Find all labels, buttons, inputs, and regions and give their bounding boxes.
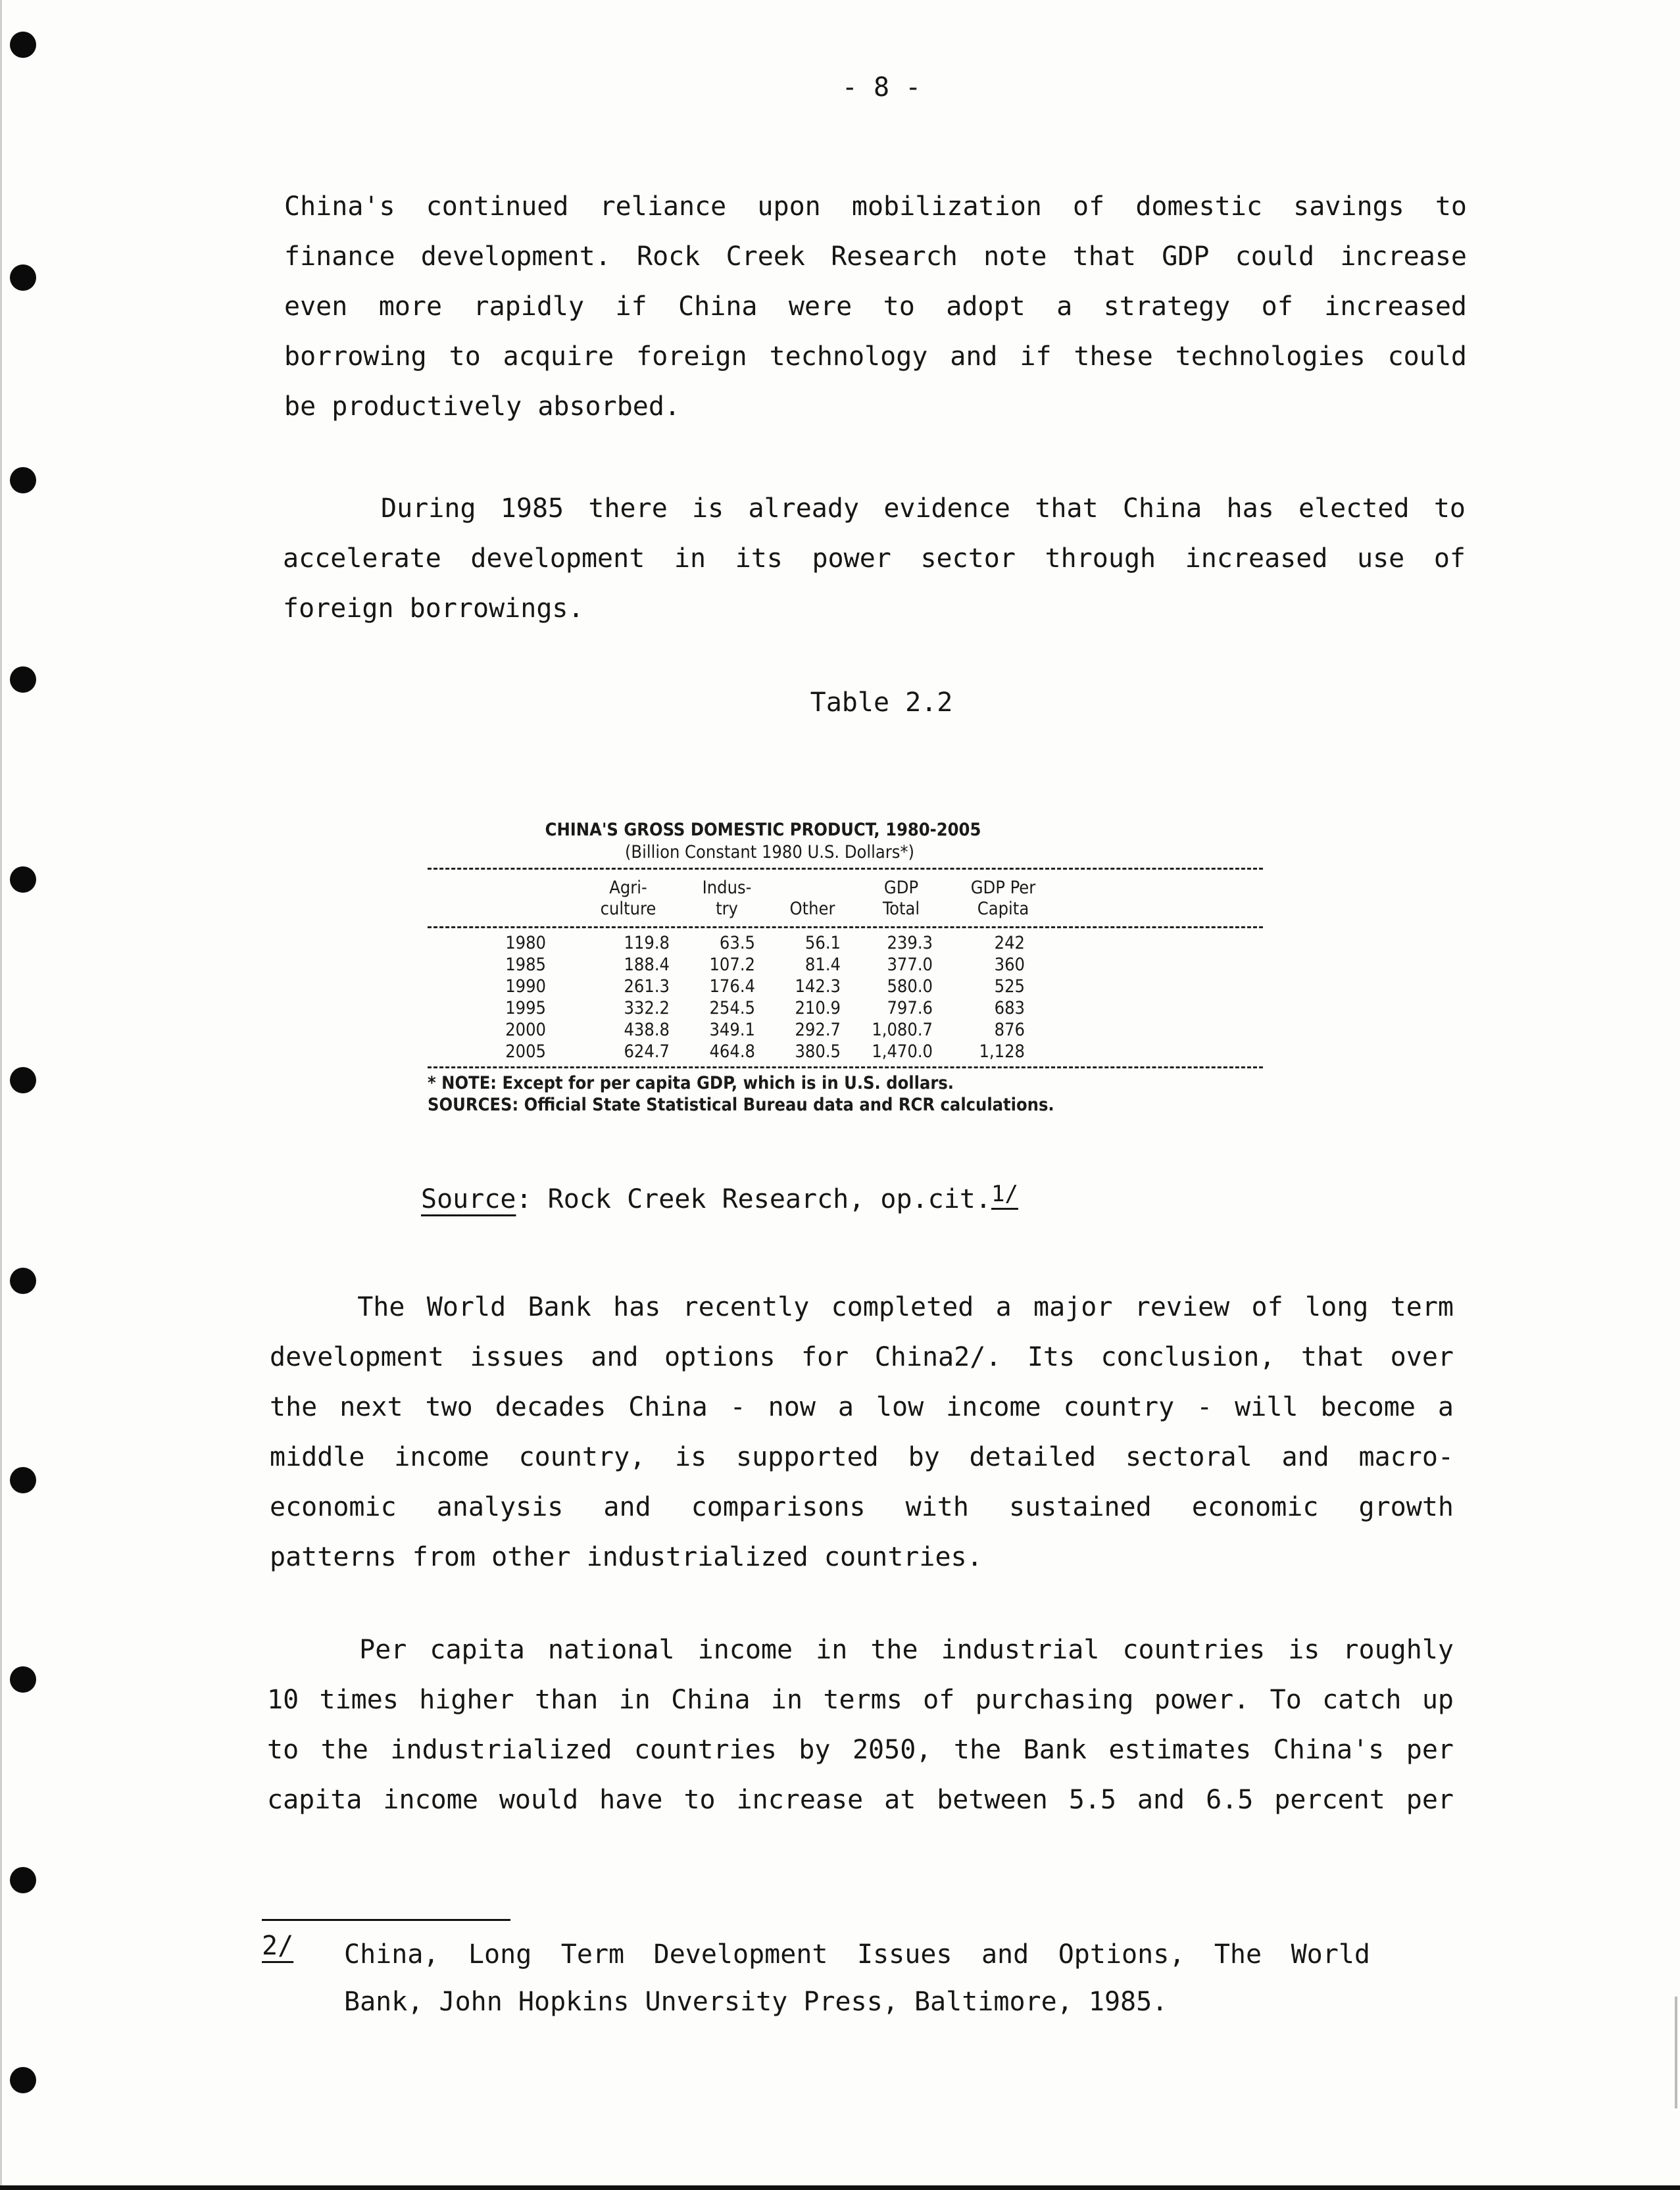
footnote-text <box>344 1931 1370 2026</box>
text-line: patterns from other industrialized countries. <box>270 1542 983 1572</box>
column-header-gdp-total: GDP Total <box>882 878 920 919</box>
text-line: borrowing to acquire foreign technology and if these technologies could <box>284 341 1467 372</box>
table-cell: 438.8 <box>624 1020 670 1040</box>
text-line: capita income would have to increase at between 5.5 and 6.5 percent per <box>267 1785 1454 1815</box>
table-cell: 1,080.7 <box>872 1020 933 1040</box>
table-cell: 349.1 <box>709 1020 755 1040</box>
punch-hole <box>10 467 36 493</box>
table-cell: 464.8 <box>709 1041 755 1062</box>
table-cell: 56.1 <box>804 933 841 953</box>
table-cell: 292.7 <box>795 1020 841 1040</box>
table-cell: 380.5 <box>795 1041 841 1062</box>
text-line: The World Bank has recently completed a major review of long term <box>270 1292 1454 1322</box>
source-text: : Rock Creek Research, op.cit. <box>516 1184 991 1214</box>
page-left-edge <box>0 0 2 2190</box>
column-header-other: Other <box>789 899 835 919</box>
table-cell: 332.2 <box>624 998 670 1018</box>
column-header-gdp-per-capita: GDP Per Capita <box>970 878 1036 919</box>
text-line: accelerate development in its power sector through increased use of <box>283 543 1466 574</box>
table-cell: 876 <box>994 1020 1025 1040</box>
table-cell: 683 <box>994 998 1025 1018</box>
table-cell: 797.6 <box>887 998 933 1018</box>
text-line: be productively absorbed. <box>284 391 681 422</box>
footnote-line: Bank, John Hopkins Unversity Press, Baltimore, 1985. <box>344 1987 1168 2017</box>
table-body <box>428 932 1263 1062</box>
gdp-table <box>428 819 1263 1116</box>
punch-hole <box>10 2067 36 2093</box>
table-subtitle: (Billion Constant 1980 U.S. Dollars*) <box>624 842 915 862</box>
punch-hole <box>10 866 36 893</box>
table-cell: 142.3 <box>795 976 841 997</box>
table-cell: 81.4 <box>804 955 841 975</box>
text-line: Per capita national income in the industrial countries is roughly <box>267 1635 1454 1665</box>
punch-hole <box>10 32 36 58</box>
table-cell: 242 <box>994 933 1025 953</box>
text-line: During 1985 there is already evidence that China has elected to <box>283 493 1466 524</box>
page-number: - 8 - <box>841 72 922 103</box>
punch-hole <box>10 1867 36 1893</box>
footnote-marker: 2/ <box>262 1931 294 1961</box>
table-cell: 1,470.0 <box>872 1041 933 1062</box>
table-cell: 1995 <box>505 998 546 1018</box>
table-note: * NOTE: Except for per capita GDP, which is in U.S. dollars. <box>428 1073 954 1093</box>
table-cell: 580.0 <box>887 976 933 997</box>
table-cell: 176.4 <box>709 976 755 997</box>
table-rule <box>428 1066 1263 1068</box>
text-line: foreign borrowings. <box>283 593 584 624</box>
table-cell: 2005 <box>505 1041 546 1062</box>
page-bottom-edge <box>0 2185 1680 2190</box>
punch-hole <box>10 1067 36 1093</box>
punch-hole <box>10 264 36 291</box>
table-cell: 119.8 <box>624 933 670 953</box>
table-cell: 239.3 <box>887 933 933 953</box>
footnote-reference: 1/ <box>991 1181 1018 1207</box>
table-cell: 63.5 <box>719 933 755 953</box>
table-cell: 1,128 <box>979 1041 1025 1062</box>
column-header <box>428 874 572 922</box>
table-cell: 624.7 <box>624 1041 670 1062</box>
table-cell: 2000 <box>505 1020 546 1040</box>
table-rule <box>428 868 1263 870</box>
table-cell: 377.0 <box>887 955 933 975</box>
table-cell: 261.3 <box>624 976 670 997</box>
source-label: Source <box>421 1184 516 1214</box>
table-caption: Table 2.2 <box>810 687 953 718</box>
table-cell: 1990 <box>505 976 546 997</box>
table-cell: 254.5 <box>709 998 755 1018</box>
table-cell: 1985 <box>505 955 546 975</box>
table-cell: 210.9 <box>795 998 841 1018</box>
paragraph-savings <box>284 182 1467 432</box>
text-line: economic analysis and comparisons with sustained economic growth <box>270 1492 1454 1522</box>
paragraph-per-capita-income <box>267 1625 1454 1825</box>
footnote-line: China, Long Term Development Issues and Options, The World <box>344 1939 1370 1970</box>
punch-hole <box>10 1467 36 1493</box>
table-cell: 360 <box>994 955 1025 975</box>
text-line: China's continued reliance upon mobilization of domestic savings to <box>284 191 1467 222</box>
text-line: finance development. Rock Creek Research note that GDP could increase <box>284 241 1467 272</box>
source-citation <box>421 1181 1018 1214</box>
punch-hole <box>10 1666 36 1693</box>
text-line: 10 times higher than in China in terms of purchasing power. To catch up <box>267 1685 1454 1715</box>
table-title: CHINA'S GROSS DOMESTIC PRODUCT, 1980-2005 <box>545 820 981 840</box>
column-header-agriculture: Agri- culture <box>600 878 656 919</box>
column-header-industry: Indus- try <box>702 878 752 919</box>
scan-edge-mark <box>1675 1997 1677 2108</box>
table-cell: 107.2 <box>709 955 755 975</box>
text-line: even more rapidly if China were to adopt a strategy of increased <box>284 291 1467 322</box>
footnote-rule <box>262 1919 510 1921</box>
paragraph-world-bank <box>270 1282 1454 1582</box>
punch-hole <box>10 1268 36 1294</box>
text-line: development issues and options for China2/. Its conclusion, that over <box>270 1342 1454 1372</box>
text-line: the next two decades China - now a low income country - will become a <box>270 1392 1454 1422</box>
text-line: to the industrialized countries by 2050, the Bank estimates China's per <box>267 1735 1454 1765</box>
table-cell: 525 <box>994 976 1025 997</box>
table-cell: 188.4 <box>624 955 670 975</box>
table-cell: 1980 <box>505 933 546 953</box>
text-line: middle income country, is supported by detailed sectoral and macro- <box>270 1442 1454 1472</box>
paragraph-power-sector <box>283 484 1466 634</box>
table-sources: SOURCES: Official State Statistical Bureau data and RCR calculations. <box>428 1095 1054 1115</box>
table-rule <box>428 926 1263 928</box>
table-header-row <box>428 874 1263 922</box>
